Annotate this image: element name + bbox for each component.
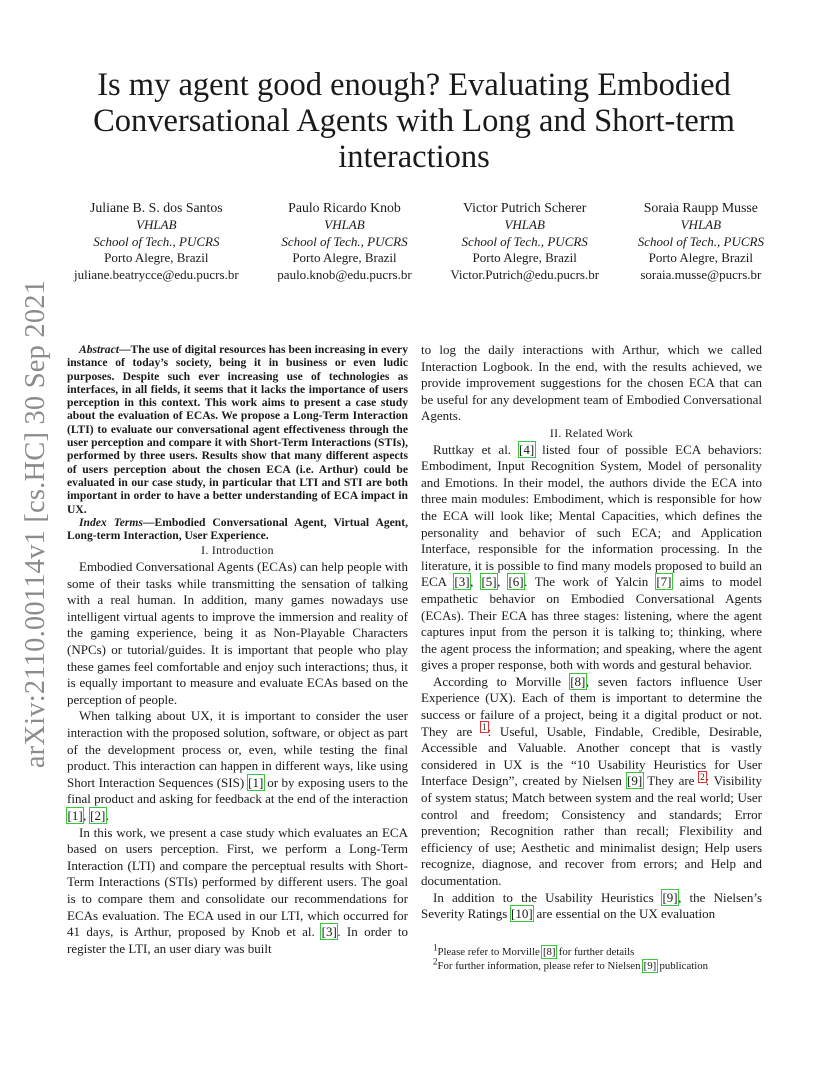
related-paragraph-1: Ruttkay et al. [4] listed four of possible ECA behaviors: Embodiment, Input Recognition System, Model of personality and Emotions. In their model, the authors divide the ECA into three main modules: Embodiment, which is responsible for how the ECA will look like; Mental Capacities, which defines the personality and behavior of such ECA; and Application Interface, responsible for the information processing. In the literature, it is possible to find many models proposed to build an ECA [3], [5], [6]. The work of Yalcin [7] aims to model empathetic behavior on Embodied Conversational Agents (ECAs). Their ECA has three stages: listening, where the agent captures input from the person it is talking to; thinking, where the agent process the information; and speaking, where the agent gives a proper response, both with words and gestural behavior. bbox=[421, 441, 762, 673]
author-lab: VHLAB bbox=[324, 216, 365, 232]
citation-link[interactable]: [8] bbox=[570, 673, 586, 689]
citation-link[interactable]: [8] bbox=[542, 946, 556, 958]
author-4 bbox=[638, 200, 764, 284]
author-city: Porto Alegre, Brazil bbox=[648, 250, 753, 266]
citation-link[interactable]: [6] bbox=[508, 574, 524, 590]
author-name: Victor Putrich Scherer bbox=[463, 200, 587, 215]
author-school: School of Tech., PUCRS bbox=[637, 233, 764, 249]
author-lab: VHLAB bbox=[680, 216, 722, 232]
section-heading-introduction: I. Introduction bbox=[201, 543, 274, 558]
citation-link[interactable]: [3] bbox=[321, 924, 337, 940]
author-school: School of Tech., PUCRS bbox=[93, 233, 220, 249]
author-lab: VHLAB bbox=[504, 216, 545, 232]
citation-link[interactable]: [10] bbox=[511, 906, 533, 922]
author-email[interactable]: paulo.knob@edu.pucrs.br bbox=[277, 267, 412, 283]
abstract bbox=[67, 343, 408, 516]
citation-link[interactable]: [9] bbox=[627, 773, 643, 789]
author-name: Soraia Raupp Musse bbox=[643, 200, 758, 215]
author-block bbox=[74, 200, 764, 284]
paper-title: Is my agent good enough? Evaluating Embodied Conversational Agents with Long and Short-term interactions bbox=[93, 67, 735, 175]
arxiv-sidebar-stamp bbox=[11, 279, 61, 769]
author-email[interactable]: Victor.Putrich@edu.pucrs.br bbox=[450, 267, 600, 283]
citation-link[interactable]: [9] bbox=[643, 960, 657, 972]
author-school: School of Tech., PUCRS bbox=[281, 233, 408, 249]
author-school: School of Tech., PUCRS bbox=[461, 233, 588, 249]
index-terms bbox=[67, 516, 408, 543]
author-name: Paulo Ricardo Knob bbox=[288, 200, 401, 215]
citation-link[interactable]: [9] bbox=[662, 889, 678, 905]
abstract-label: Abstract bbox=[79, 343, 119, 356]
author-3 bbox=[450, 200, 599, 284]
footnote-link[interactable]: 1 bbox=[482, 722, 487, 733]
citation-link[interactable]: [1] bbox=[248, 774, 264, 790]
intro-paragraph-3: In this work, we present a case study which evaluates an ECA based on users perception. First, we perform a Long-Term Interaction (LTI) and compare the perceptual results with Short-Term Interactions (STIs) performed by different users. The goal is to compare them and consolidate our recommendations for ECAs evaluation. The ECA used in our LTI, which occurred for 41 days, is Arthur, proposed by Knob et al. [3]. In order to register the LTI, an user diary was built bbox=[67, 824, 409, 956]
citation-link[interactable]: [7] bbox=[656, 574, 672, 590]
citation-link[interactable]: [2] bbox=[90, 807, 106, 823]
left-column bbox=[67, 343, 408, 957]
section-heading-related-work: II. Related Work bbox=[549, 425, 634, 440]
author-city: Porto Alegre, Brazil bbox=[292, 250, 397, 266]
related-paragraph-2: According to Morville [8], seven factors influence User Experience (UX). Each of them is important to determine the success or failure of a project, being it a digital product or not. They are $^1$: Useful, Usable, Findable, Credible, Desirable, Accessible and Valuable. Another concept that is vastly considered in UX is the “10 Usability Heuristics for User Interface Design”, created by Nielsen [9] They are $^2$: Visibility of system status; Match between system and the real world; User control and freedom; Consistency and standards; Error prevention; Recognition rather than recall; Flexibility and efficiency of use; Aesthetic and minimalist design; Help users recognize, diagnose, and recover from errors; and Help and documentation. bbox=[421, 673, 762, 888]
author-lab: VHLAB bbox=[136, 216, 177, 232]
footnote-link[interactable]: 2 bbox=[700, 772, 705, 783]
author-email[interactable]: soraia.musse@pucrs.br bbox=[640, 267, 762, 283]
citation-link[interactable]: [5] bbox=[481, 574, 497, 590]
footnotes bbox=[421, 942, 762, 973]
right-column bbox=[421, 342, 762, 923]
author-city: Porto Alegre, Brazil bbox=[472, 250, 577, 266]
author-2 bbox=[277, 200, 411, 284]
citation-link[interactable]: [1] bbox=[67, 807, 83, 823]
citation-link[interactable]: [3] bbox=[454, 574, 470, 590]
footnote-1: $^1$Please refer to Morville [8] for further details bbox=[433, 942, 635, 958]
author-email[interactable]: juliane.beatrycce@edu.pucrs.br bbox=[74, 267, 239, 283]
index-terms-text: —Embodied Conversational Agent, Virtual Agent, Long-term Interaction, User Experience. bbox=[67, 515, 408, 543]
intro-paragraph-1: Embodied Conversational Agents (ECAs) can help people with some of their tasks while transmitting the sensation of talking with a real human. In addition, many games nowadays use intelligent virtual agents to improve the immersion and reality of the gaming experience, being it as Non-Playable Characters (NPCs) or tutorial/guides. It is important that people who play these games feel comfortable and enjoy such interactions; thus, it is equally important to measure and evaluate ECAs based on the perception of people. bbox=[67, 559, 408, 707]
related-paragraph-3: In addition to the Usability Heuristics [9], the Nielsen’s Severity Ratings [10] are essential on the UX evaluation bbox=[421, 889, 762, 922]
author-name: Juliane B. S. dos Santos bbox=[90, 200, 223, 215]
citation-link[interactable]: [4] bbox=[519, 441, 535, 457]
arxiv-identifier: arXiv:2110.00114v1 [cs.HC] 30 Sep 2021 bbox=[20, 279, 51, 769]
footnote-2: $^2$For further information, please refer to Nielsen [9] publication bbox=[433, 956, 709, 972]
intro-paragraph-2: When talking about UX, it is important to consider the user interaction with the proposed solution, software, or object as part of the development process or, even, while testing the final product. This interaction can happen in different ways, like using Short Interaction Sequences (SIS) [1] or by exposing users to the final product and asking for feedback at the end of the interaction [1], [2]. bbox=[67, 708, 409, 823]
index-terms-label: Index Terms bbox=[79, 515, 143, 529]
abstract-text: —The use of digital resources has been increasing in every instance of today’s society, being it in business or even ludic purposes. Despite such ever increasing use of technologies as interfaces, in all fields, it seems that it lacks the importance of users perception in this context. This work aims to present a case study about the evaluation of ECAs. We propose a Long-Term Interaction (LTI) to evaluate our conversational agent effectiveness through the user perception and compare it with Short-Term Interactions (STIs), performed by three users. Results show that many different aspects of users perception about the chosen ECA (i.e. Arthur) could be evaluated in our case study, in particular that LTI and STI are both important in order to have a better understanding of ECA impact in UX. bbox=[67, 343, 408, 516]
intro-continuation: to log the daily interactions with Arthur, which we called Interaction Logbook. In the end, with the results achieved, we provide improvement suggestions for the chosen ECA that can be useful for any development team of Embodied Conversational Agents. bbox=[421, 342, 762, 424]
author-1 bbox=[74, 200, 239, 284]
author-city: Porto Alegre, Brazil bbox=[104, 250, 209, 266]
